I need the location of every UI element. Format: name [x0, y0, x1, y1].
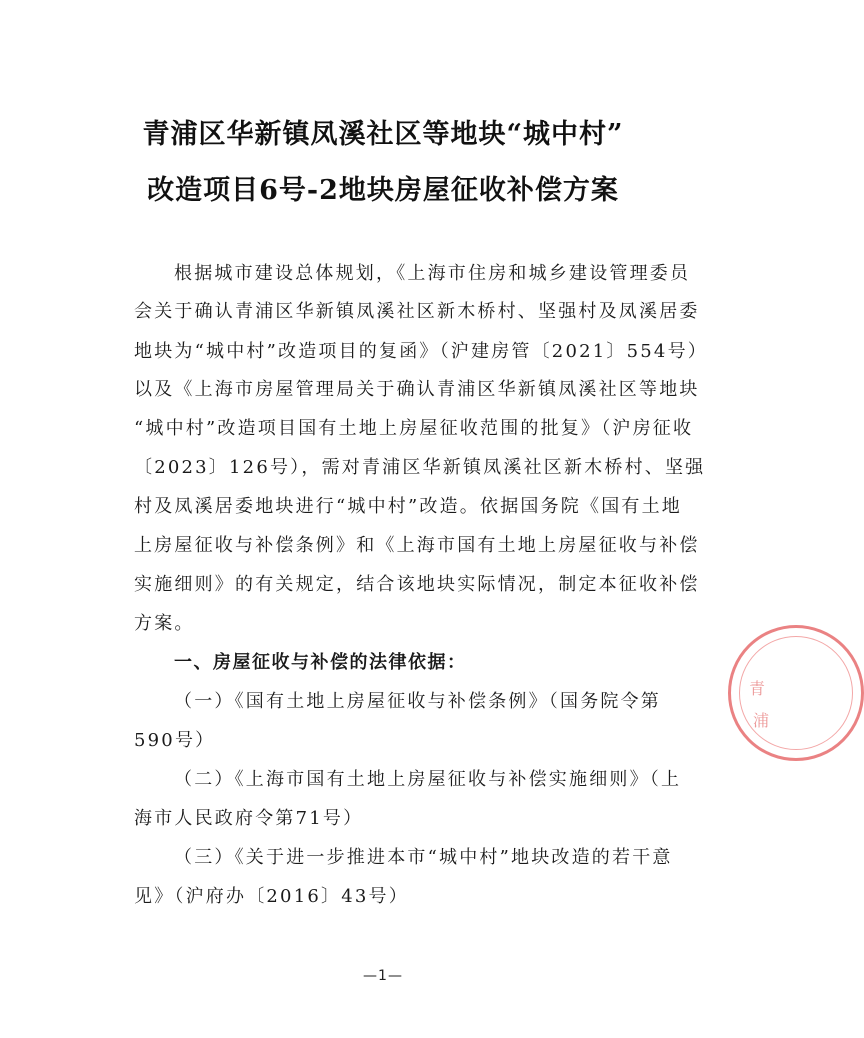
paragraph-line: 方案。	[134, 613, 195, 634]
paragraph-line: 实施细则》的有关规定，结合该地块实际情况，制定本征收补偿	[134, 574, 700, 595]
list-item-line: （三）《关于进一步推进本市“城中村”地块改造的若干意	[174, 847, 673, 868]
paragraph-line: “城中村”改造项目国有土地上房屋征收范围的批复》（沪房征收	[134, 418, 694, 439]
paragraph-line: 根据城市建设总体规划，《上海市住房和城乡建设管理委员	[174, 263, 691, 284]
paragraph-line: 地块为“城中村”改造项目的复函》（沪建房管〔2021〕554号）	[134, 341, 708, 362]
document-title-line-2: 改造项目6号-2地块房屋征收补偿方案	[147, 175, 619, 206]
list-item-line: （二）《上海市国有土地上房屋征收与补偿实施细则》（上	[174, 769, 682, 790]
paragraph-line: 〔2023〕126号），需对青浦区华新镇凤溪社区新木桥村、坚强	[134, 457, 706, 478]
list-item-line: 见》（沪府办〔2016〕43号）	[134, 886, 409, 907]
official-seal	[728, 625, 864, 761]
list-item-line: （一）《国有土地上房屋征收与补偿条例》（国务院令第	[174, 691, 661, 712]
paragraph-line: 上房屋征收与补偿条例》和《上海市国有土地上房屋征收与补偿	[134, 535, 700, 556]
seal-character: 浦	[753, 711, 770, 730]
page-number: —1—	[363, 968, 403, 984]
paragraph-line: 以及《上海市房屋管理局关于确认青浦区华新镇凤溪社区等地块	[134, 379, 700, 400]
list-item-line: 590号）	[134, 730, 216, 751]
paragraph-line: 村及凤溪居委地块进行“城中村”改造。依据国务院《国有土地	[134, 496, 683, 517]
section-heading: 一、房屋征收与补偿的法律依据：	[174, 652, 467, 673]
paragraph-line: 会关于确认青浦区华新镇凤溪社区新木桥村、坚强村及凤溪居委	[134, 301, 700, 322]
seal-character: 青	[749, 679, 766, 698]
list-item-line: 海市人民政府令第71号）	[134, 808, 364, 829]
document-title-line-1: 青浦区华新镇凤溪社区等地块“城中村”	[142, 119, 624, 150]
